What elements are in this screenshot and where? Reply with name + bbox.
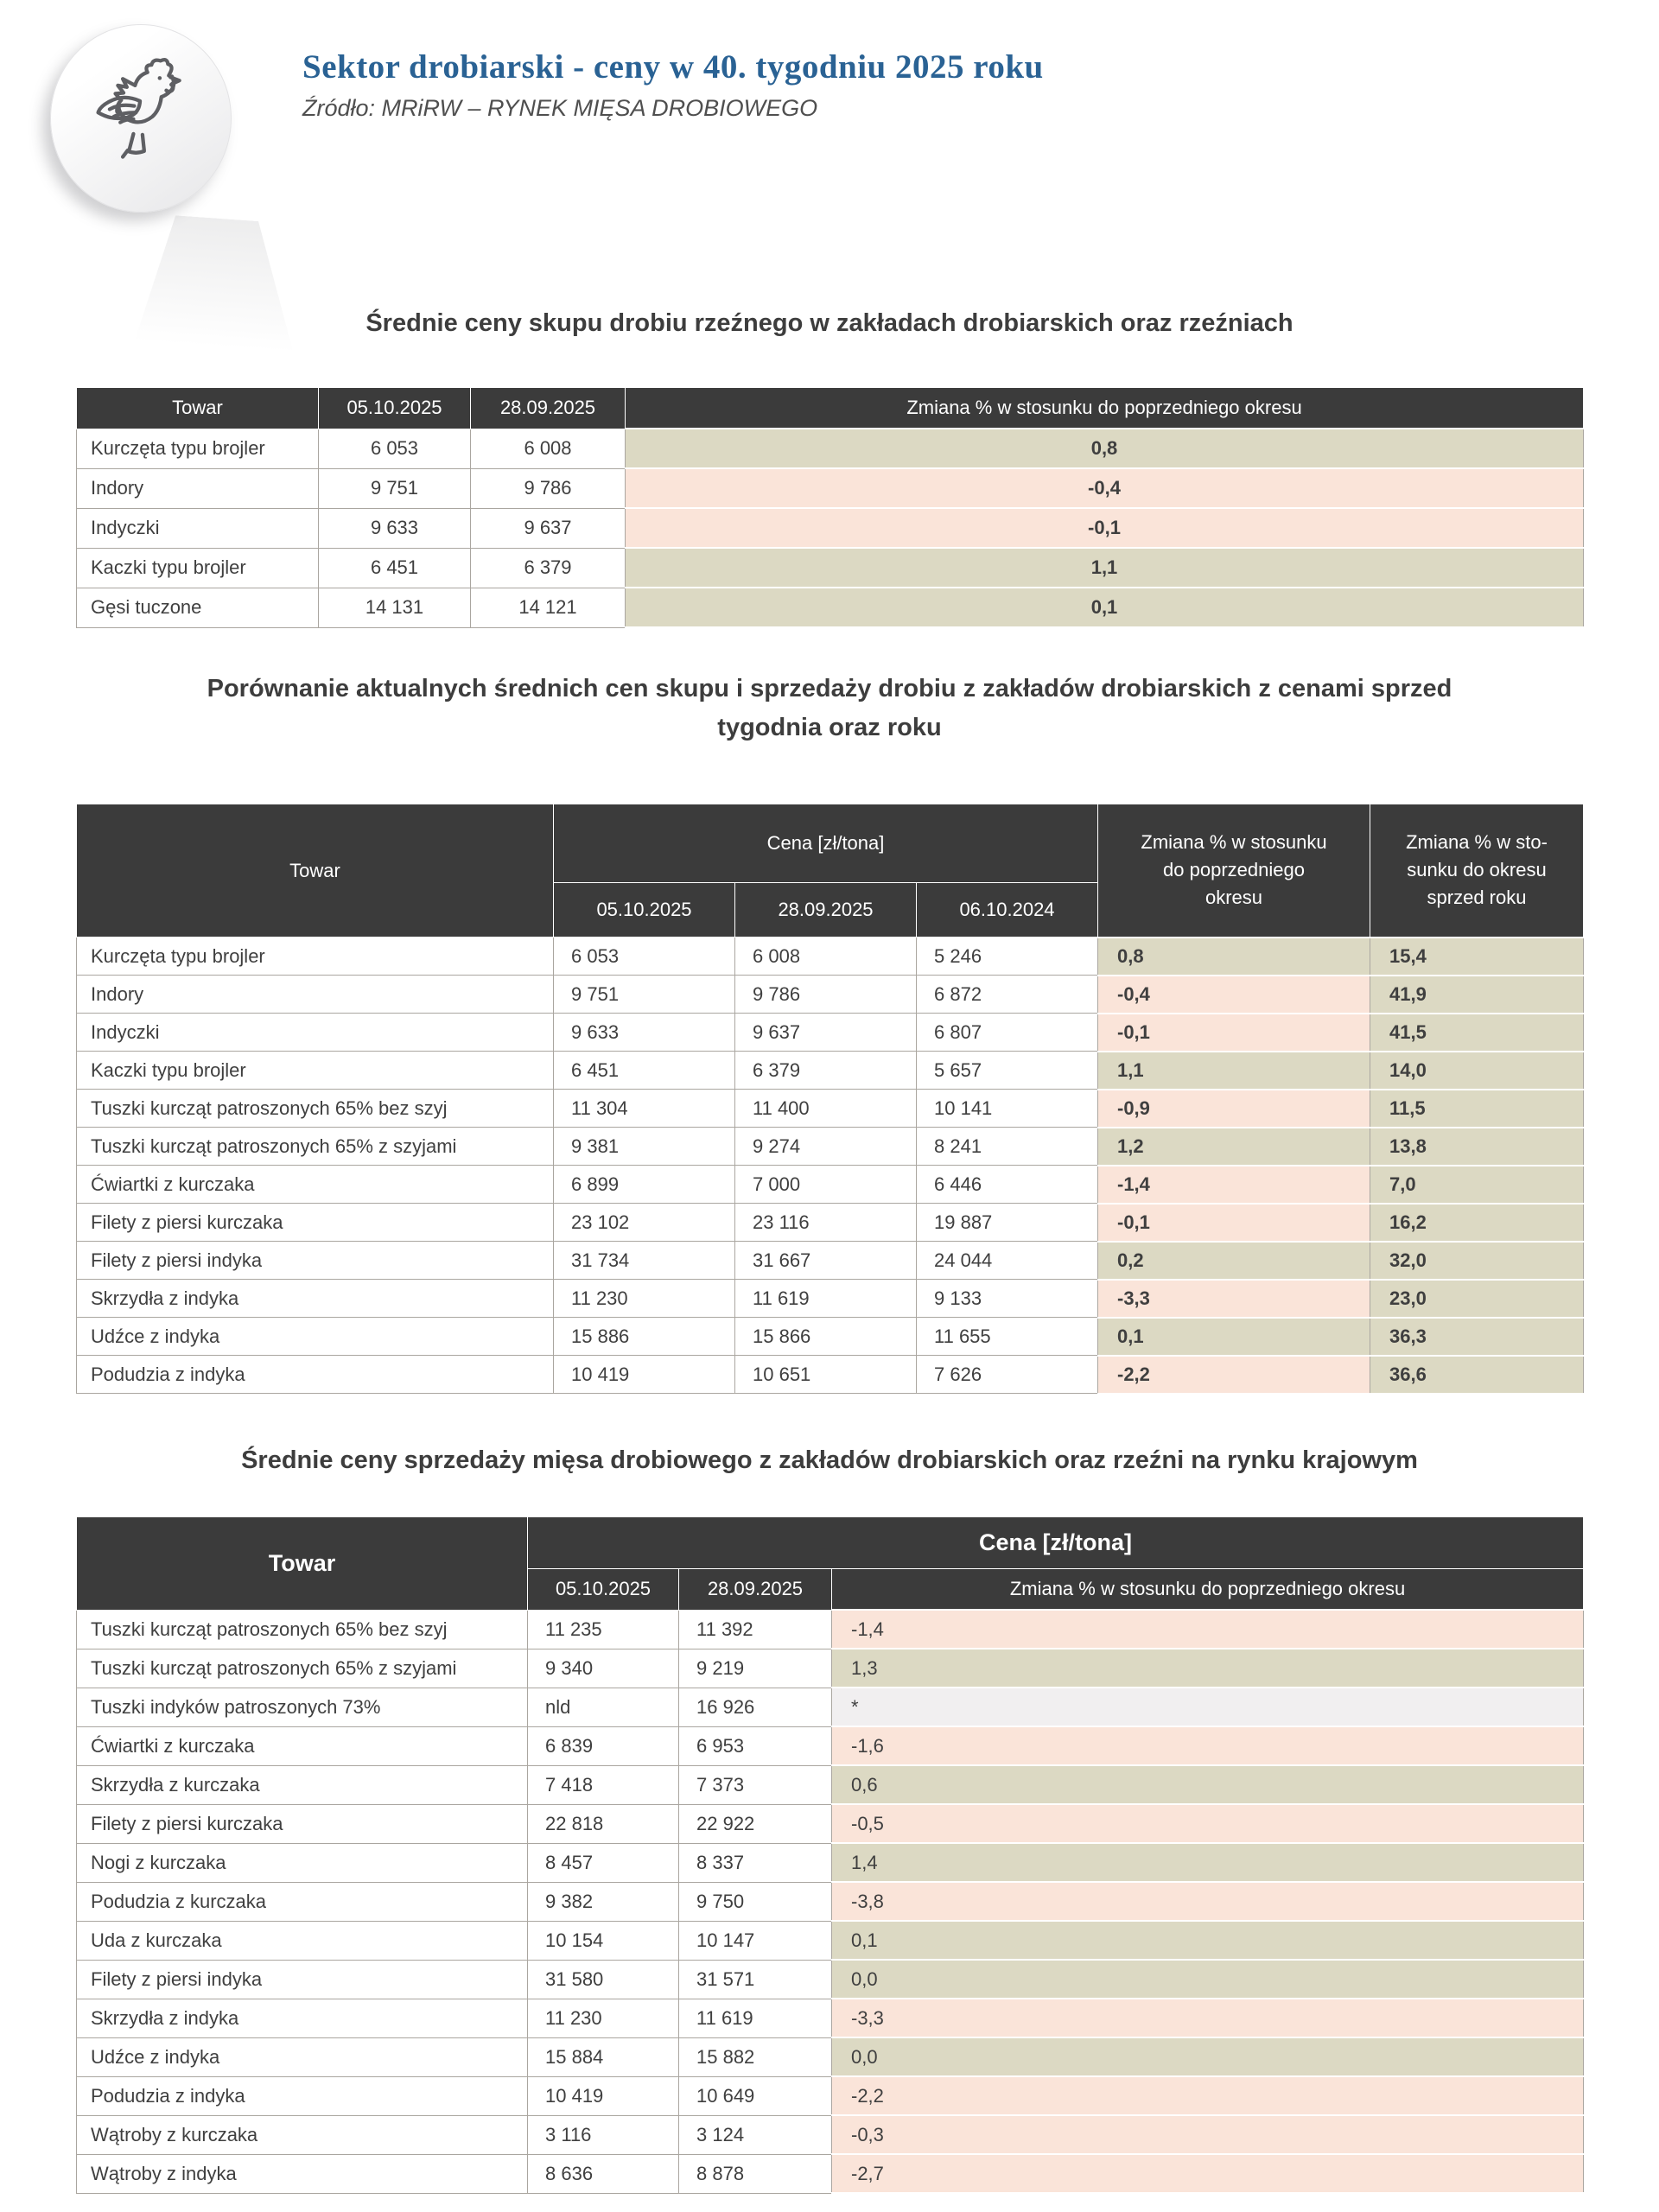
price-cell: 6 807: [917, 1014, 1098, 1052]
table-body: [77, 429, 1584, 627]
product-cell: Kurczęta typu brojler: [77, 938, 554, 976]
price-cell: 9 340: [528, 1649, 679, 1688]
table-row: [77, 2115, 1584, 2154]
table-row: [77, 2037, 1584, 2076]
price-cell: 14 121: [471, 588, 626, 627]
change-cell: 1,4: [832, 1843, 1584, 1882]
change-cell: -0,3: [832, 2115, 1584, 2154]
col-header-change: Zmiana % w stosunku do poprzedniego okresu: [626, 388, 1584, 429]
price-cell: 11 400: [735, 1090, 917, 1128]
product-cell: Podudzia z indyka: [77, 1356, 554, 1394]
change-prev-cell: -3,3: [1098, 1280, 1370, 1318]
change-prev-cell: -0,9: [1098, 1090, 1370, 1128]
page-title: Sektor drobiarski - ceny w 40. tygodniu 2025 roku: [302, 48, 1044, 86]
price-cell: 5 657: [917, 1052, 1098, 1090]
product-cell: Filety z piersi indyka: [77, 1242, 554, 1280]
table-row: [77, 2154, 1584, 2193]
logo-circle: [50, 24, 232, 213]
change-year-cell: 7,0: [1370, 1166, 1584, 1204]
product-cell: Skrzydła z indyka: [77, 1999, 528, 2037]
price-cell: 16 926: [679, 1688, 832, 1726]
section-title-sprzedaz: Średnie ceny sprzedaży mięsa drobiowego z zakładów drobiarskich oraz rzeźni na rynku krajowym: [241, 1446, 1418, 1474]
col-header-cena-group: Cena [zł/tona]: [528, 1517, 1584, 1569]
price-cell: 10 147: [679, 1921, 832, 1960]
logo-shadow-beam: [127, 213, 310, 376]
price-cell: 10 419: [528, 2076, 679, 2115]
table-row: [77, 1204, 1584, 1242]
price-cell: 9 637: [735, 1014, 917, 1052]
product-cell: Tuszki indyków patroszonych 73%: [77, 1688, 528, 1726]
price-cell: 7 418: [528, 1765, 679, 1804]
table-row: [77, 548, 1584, 588]
price-cell: 8 636: [528, 2154, 679, 2193]
change-cell: 0,1: [832, 1921, 1584, 1960]
price-cell: 6 008: [471, 429, 626, 468]
change-prev-cell: 0,1: [1098, 1318, 1370, 1356]
price-cell: 9 750: [679, 1882, 832, 1921]
change-cell: -2,2: [832, 2076, 1584, 2115]
section-title-porownanie: Porównanie aktualnych średnich cen skupu i sprzedaży drobiu z zakładów drobiarskich z cenami sprzed tygodnia oraz roku: [207, 675, 1452, 741]
table-row: [77, 1882, 1584, 1921]
col-header-cena-group: Cena [zł/tona]: [554, 804, 1098, 883]
price-cell: 7 000: [735, 1166, 917, 1204]
product-cell: Filety z piersi indyka: [77, 1960, 528, 1999]
table-row: [77, 588, 1584, 627]
price-cell: 15 866: [735, 1318, 917, 1356]
table-row: [77, 1166, 1584, 1204]
price-cell: nld: [528, 1688, 679, 1726]
price-cell: 10 141: [917, 1090, 1098, 1128]
table-row: [77, 1726, 1584, 1765]
table-row: [77, 1688, 1584, 1726]
change-cell: 0,0: [832, 1960, 1584, 1999]
product-cell: Gęsi tuczone: [77, 588, 319, 627]
price-cell: 8 241: [917, 1128, 1098, 1166]
price-cell: 14 131: [319, 588, 471, 627]
table-row: [77, 1610, 1584, 1649]
change-cell: 0,8: [626, 429, 1584, 468]
change-cell: 0,0: [832, 2037, 1584, 2076]
col-header-towar: Towar: [77, 804, 554, 938]
product-cell: Podudzia z kurczaka: [77, 1882, 528, 1921]
col-header-towar: Towar: [77, 1517, 528, 1611]
price-cell: 15 884: [528, 2037, 679, 2076]
col-header-change-year: Zmiana % w sto- sunku do okresu sprzed roku: [1370, 804, 1584, 938]
price-cell: 11 619: [679, 1999, 832, 2037]
price-cell: 6 451: [554, 1052, 735, 1090]
table-row: [77, 1090, 1584, 1128]
price-cell: 10 419: [554, 1356, 735, 1394]
table-row: [77, 1128, 1584, 1166]
price-cell: 11 619: [735, 1280, 917, 1318]
price-cell: 9 786: [735, 976, 917, 1014]
product-cell: Udźce z indyka: [77, 2037, 528, 2076]
change-prev-cell: 0,2: [1098, 1242, 1370, 1280]
change-prev-cell: -1,4: [1098, 1166, 1370, 1204]
comparison-table: [76, 804, 1584, 1395]
sales-prices-table: [76, 1516, 1584, 2194]
product-cell: Kurczęta typu brojler: [77, 429, 319, 468]
price-cell: 6 446: [917, 1166, 1098, 1204]
change-cell: 1,1: [626, 548, 1584, 588]
change-year-cell: 41,5: [1370, 1014, 1584, 1052]
price-cell: 8 878: [679, 2154, 832, 2193]
table-body: [77, 1610, 1584, 2193]
price-cell: 6 872: [917, 976, 1098, 1014]
product-cell: Indory: [77, 976, 554, 1014]
change-year-cell: 13,8: [1370, 1128, 1584, 1166]
change-cell: -2,7: [832, 2154, 1584, 2193]
price-cell: 9 133: [917, 1280, 1098, 1318]
price-cell: 3 116: [528, 2115, 679, 2154]
price-cell: 7 373: [679, 1765, 832, 1804]
table-row: [77, 1843, 1584, 1882]
table-row: [77, 1280, 1584, 1318]
price-cell: 15 886: [554, 1318, 735, 1356]
table-row: [77, 1921, 1584, 1960]
change-cell: *: [832, 1688, 1584, 1726]
price-cell: 6 053: [319, 429, 471, 468]
price-cell: 23 102: [554, 1204, 735, 1242]
change-cell: 0,6: [832, 1765, 1584, 1804]
col-header-date3: 06.10.2024: [917, 883, 1098, 938]
price-cell: 31 571: [679, 1960, 832, 1999]
table-row: [77, 1649, 1584, 1688]
table-row: [77, 1765, 1584, 1804]
col-header-date1: 05.10.2025: [528, 1569, 679, 1611]
table-row: [77, 976, 1584, 1014]
price-cell: 22 818: [528, 1804, 679, 1843]
price-cell: 9 637: [471, 508, 626, 548]
table-row: [77, 1052, 1584, 1090]
change-cell: -3,8: [832, 1882, 1584, 1921]
chicken-icon: [86, 51, 196, 187]
product-cell: Podudzia z indyka: [77, 2076, 528, 2115]
product-cell: Wątroby z kurczaka: [77, 2115, 528, 2154]
table-row: [77, 938, 1584, 976]
price-cell: 3 124: [679, 2115, 832, 2154]
table-header: [77, 1517, 1584, 1611]
change-cell: -0,1: [626, 508, 1584, 548]
product-cell: Ćwiartki z kurczaka: [77, 1166, 554, 1204]
price-cell: 10 649: [679, 2076, 832, 2115]
change-prev-cell: -0,4: [1098, 976, 1370, 1014]
change-year-cell: 41,9: [1370, 976, 1584, 1014]
price-cell: 6 953: [679, 1726, 832, 1765]
change-prev-cell: 1,2: [1098, 1128, 1370, 1166]
change-year-cell: 11,5: [1370, 1090, 1584, 1128]
table-row: [77, 2076, 1584, 2115]
product-cell: Indyczki: [77, 508, 319, 548]
price-cell: 9 219: [679, 1649, 832, 1688]
price-cell: 11 230: [554, 1280, 735, 1318]
change-prev-cell: -0,1: [1098, 1014, 1370, 1052]
change-prev-cell: -2,2: [1098, 1356, 1370, 1394]
table-header: [77, 388, 1584, 429]
change-prev-cell: 1,1: [1098, 1052, 1370, 1090]
price-cell: 10 651: [735, 1356, 917, 1394]
change-cell: -1,6: [832, 1726, 1584, 1765]
price-cell: 31 734: [554, 1242, 735, 1280]
product-cell: Kaczki typu brojler: [77, 548, 319, 588]
change-year-cell: 36,6: [1370, 1356, 1584, 1394]
price-cell: 9 274: [735, 1128, 917, 1166]
table-row: [77, 1242, 1584, 1280]
change-year-cell: 32,0: [1370, 1242, 1584, 1280]
product-cell: Tuszki kurcząt patroszonych 65% bez szyj: [77, 1610, 528, 1649]
table-row: [77, 1804, 1584, 1843]
table-row: [77, 1318, 1584, 1356]
purchase-prices-table: [76, 387, 1584, 628]
table-row: [77, 429, 1584, 468]
price-cell: 11 230: [528, 1999, 679, 2037]
col-header-date2: 28.09.2025: [735, 883, 917, 938]
price-cell: 9 382: [528, 1882, 679, 1921]
table-row: [77, 1356, 1584, 1394]
product-cell: Filety z piersi kurczaka: [77, 1804, 528, 1843]
price-cell: 31 667: [735, 1242, 917, 1280]
price-cell: 11 655: [917, 1318, 1098, 1356]
logo: [50, 24, 232, 213]
change-year-cell: 23,0: [1370, 1280, 1584, 1318]
price-cell: 9 633: [319, 508, 471, 548]
price-cell: 22 922: [679, 1804, 832, 1843]
change-cell: -0,4: [626, 468, 1584, 508]
change-year-cell: 14,0: [1370, 1052, 1584, 1090]
price-cell: 23 116: [735, 1204, 917, 1242]
table-row: [77, 1999, 1584, 2037]
col-header-date1: 05.10.2025: [319, 388, 471, 429]
price-cell: 24 044: [917, 1242, 1098, 1280]
change-year-cell: 36,3: [1370, 1318, 1584, 1356]
price-cell: 6 008: [735, 938, 917, 976]
price-cell: 19 887: [917, 1204, 1098, 1242]
product-cell: Indyczki: [77, 1014, 554, 1052]
price-cell: 11 304: [554, 1090, 735, 1128]
product-cell: Tuszki kurcząt patroszonych 65% bez szyj: [77, 1090, 554, 1128]
change-cell: -1,4: [832, 1610, 1584, 1649]
price-cell: 7 626: [917, 1356, 1098, 1394]
price-cell: 6 899: [554, 1166, 735, 1204]
product-cell: Skrzydła z indyka: [77, 1280, 554, 1318]
page-source: Źródło: MRiRW – RYNEK MIĘSA DROBIOWEGO: [302, 95, 818, 121]
change-cell: 1,3: [832, 1649, 1584, 1688]
product-cell: Filety z piersi kurczaka: [77, 1204, 554, 1242]
price-cell: 9 751: [319, 468, 471, 508]
price-cell: 8 457: [528, 1843, 679, 1882]
price-cell: 11 235: [528, 1610, 679, 1649]
col-header-date2: 28.09.2025: [679, 1569, 832, 1611]
col-header-towar: Towar: [77, 388, 319, 429]
table-row: [77, 468, 1584, 508]
header-text-block: [302, 48, 1044, 122]
product-cell: Indory: [77, 468, 319, 508]
table-header: [77, 804, 1584, 938]
product-cell: Tuszki kurcząt patroszonych 65% z szyjami: [77, 1649, 528, 1688]
price-cell: 6 379: [471, 548, 626, 588]
price-cell: 6 451: [319, 548, 471, 588]
change-prev-cell: 0,8: [1098, 938, 1370, 976]
change-cell: -0,5: [832, 1804, 1584, 1843]
price-cell: 11 392: [679, 1610, 832, 1649]
change-year-cell: 16,2: [1370, 1204, 1584, 1242]
product-cell: Nogi z kurczaka: [77, 1843, 528, 1882]
product-cell: Kaczki typu brojler: [77, 1052, 554, 1090]
product-cell: Udźce z indyka: [77, 1318, 554, 1356]
table-body: [77, 938, 1584, 1394]
price-cell: 9 786: [471, 468, 626, 508]
col-header-date1: 05.10.2025: [554, 883, 735, 938]
price-cell: 6 053: [554, 938, 735, 976]
change-cell: 0,1: [626, 588, 1584, 627]
section-title-skup: Średnie ceny skupu drobiu rzeźnego w zakładach drobiarskich oraz rzeźniach: [365, 309, 1294, 337]
change-cell: -3,3: [832, 1999, 1584, 2037]
change-prev-cell: -0,1: [1098, 1204, 1370, 1242]
price-cell: 15 882: [679, 2037, 832, 2076]
price-cell: 31 580: [528, 1960, 679, 1999]
table-row: [77, 508, 1584, 548]
product-cell: Wątroby z indyka: [77, 2154, 528, 2193]
product-cell: Skrzydła z kurczaka: [77, 1765, 528, 1804]
col-header-change: Zmiana % w stosunku do poprzedniego okresu: [832, 1569, 1584, 1611]
col-header-change-prev: Zmiana % w stosunku do poprzedniego okresu: [1098, 804, 1370, 938]
price-cell: 6 839: [528, 1726, 679, 1765]
change-year-cell: 15,4: [1370, 938, 1584, 976]
table-row: [77, 1960, 1584, 1999]
price-cell: 9 381: [554, 1128, 735, 1166]
price-cell: 10 154: [528, 1921, 679, 1960]
price-cell: 5 246: [917, 938, 1098, 976]
table-row: [77, 1014, 1584, 1052]
product-cell: Tuszki kurcząt patroszonych 65% z szyjami: [77, 1128, 554, 1166]
col-header-date2: 28.09.2025: [471, 388, 626, 429]
price-cell: 9 633: [554, 1014, 735, 1052]
price-cell: 8 337: [679, 1843, 832, 1882]
price-cell: 9 751: [554, 976, 735, 1014]
price-cell: 6 379: [735, 1052, 917, 1090]
product-cell: Uda z kurczaka: [77, 1921, 528, 1960]
product-cell: Ćwiartki z kurczaka: [77, 1726, 528, 1765]
